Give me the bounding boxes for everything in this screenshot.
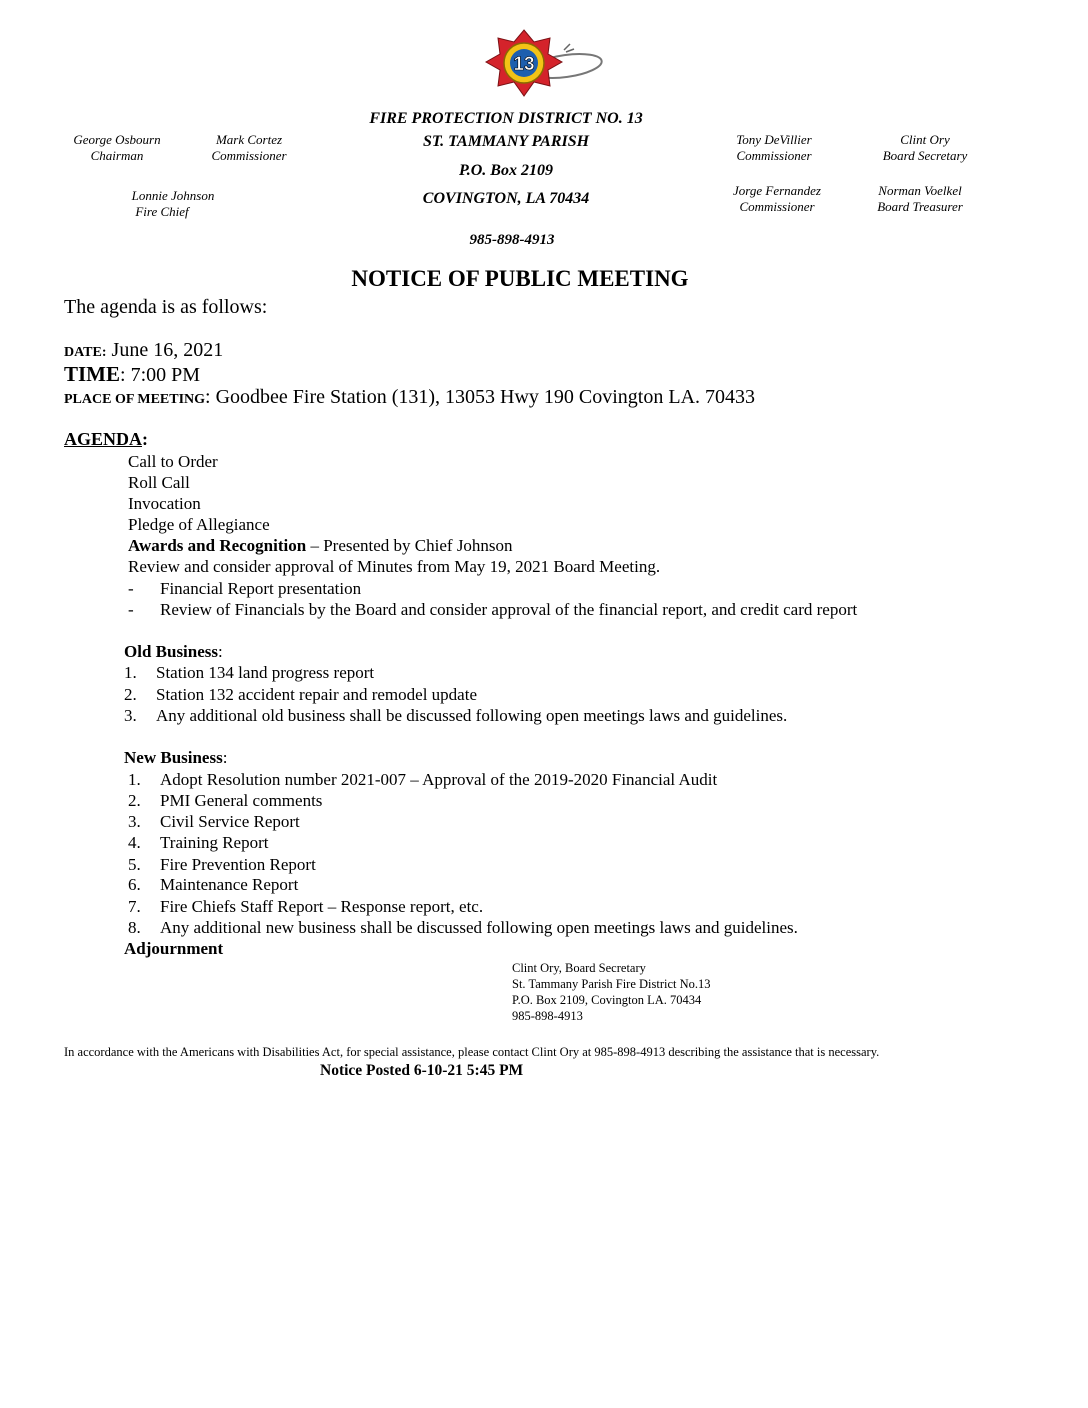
official-title: Board Secretary <box>882 148 968 163</box>
agenda-heading-text: AGENDA <box>64 429 143 449</box>
official-devillier <box>722 132 826 164</box>
agenda-item: Invocation <box>128 494 201 513</box>
logo-number: 13 <box>513 54 535 75</box>
awards-label: Awards and Recognition <box>128 536 307 555</box>
official-name: George Osbourn <box>73 132 161 147</box>
item-number: 4. <box>128 833 141 852</box>
notice-posted: Notice Posted 6-10-21 5:45 PM <box>320 1062 524 1079</box>
old-business-label: Old Business <box>124 642 219 661</box>
official-ory <box>870 132 980 164</box>
item-text: Fire Chiefs Staff Report – Response report, etc. <box>160 897 484 916</box>
item-text: Station 134 land progress report <box>156 663 375 682</box>
new-business-label: New Business <box>124 748 223 767</box>
city-address: COVINGTON, LA 70434 <box>422 190 590 207</box>
new-business-item <box>128 812 300 832</box>
official-fernandez <box>722 183 832 215</box>
new-business-item <box>128 833 268 853</box>
new-business-item <box>128 855 316 875</box>
item-number: 2. <box>124 685 137 704</box>
item-text: Station 132 accident repair and remodel update <box>156 685 477 704</box>
agenda-heading-colon: : <box>142 429 149 449</box>
item-text: PMI General comments <box>160 791 323 810</box>
item-text: Any additional old business shall be discussed following open meetings laws and guidelines. <box>156 706 788 725</box>
item-text: Fire Prevention Report <box>160 855 316 874</box>
official-cortez <box>196 132 302 164</box>
item-number: 1. <box>124 663 137 682</box>
date-value: June 16, 2021 <box>106 339 224 361</box>
agenda-item: Pledge of Allegiance <box>128 515 270 534</box>
parish-name: ST. TAMMANY PARISH <box>422 133 590 150</box>
meeting-date <box>64 339 223 362</box>
date-label: DATE: <box>64 345 107 360</box>
signature-line: St. Tammany Parish Fire District No.13 <box>512 977 711 991</box>
new-business-item <box>128 770 717 790</box>
item-text: Any additional new business shall be discussed following open meetings laws and guidelines. <box>160 918 798 937</box>
item-text: Maintenance Report <box>160 875 299 894</box>
agenda-item: Roll Call <box>128 473 190 492</box>
time-value: : 7:00 PM <box>120 364 201 386</box>
new-business-item <box>128 897 483 917</box>
item-number: 8. <box>128 918 141 937</box>
new-business-colon: : <box>222 748 228 767</box>
signature-line: 985-898-4913 <box>512 1009 583 1023</box>
header-phone: 985-898-4913 <box>469 232 555 248</box>
old-business-heading <box>124 642 223 662</box>
agenda-dash-item: - Review of Financials by the Board and consider approval of the financial report, and credit card report <box>128 600 858 619</box>
agenda-heading <box>64 429 148 450</box>
item-number: 2. <box>128 791 141 810</box>
signature-line: Clint Ory, Board Secretary <box>512 961 646 975</box>
old-business-item <box>124 663 374 683</box>
new-business-item <box>128 918 798 938</box>
item-text: Civil Service Report <box>160 812 300 831</box>
official-name: Norman Voelkel <box>878 183 962 198</box>
dash-item-text: Review of Financials by the Board and consider approval of the financial report, and credit card report <box>160 600 858 619</box>
awards-text: – Presented by Chief Johnson <box>306 536 513 555</box>
signature-block <box>512 960 711 1024</box>
official-title: Fire Chief <box>135 204 189 219</box>
official-johnson <box>118 188 228 220</box>
fire-district-logo <box>482 28 606 108</box>
meeting-time <box>64 362 200 387</box>
item-text: Adopt Resolution number 2021-007 – Approval of the 2019-2020 Financial Audit <box>160 770 718 789</box>
page-title: NOTICE OF PUBLIC MEETING <box>351 266 689 291</box>
official-title: Chairman <box>90 148 144 163</box>
official-voelkel <box>864 183 976 215</box>
official-title: Board Treasurer <box>877 199 963 214</box>
item-number: 6. <box>128 875 141 894</box>
intro-text: The agenda is as follows: <box>64 296 268 318</box>
new-business-item <box>128 875 298 895</box>
signature-line: P.O. Box 2109, Covington LA. 70434 <box>512 993 702 1007</box>
official-name: Tony DeVillier <box>736 132 812 147</box>
district-name: FIRE PROTECTION DISTRICT NO. 13 <box>369 110 643 127</box>
old-business-item <box>124 706 787 726</box>
item-number: 5. <box>128 855 141 874</box>
official-osbourn <box>60 132 174 164</box>
place-label: PLACE OF MEETING <box>64 392 206 407</box>
new-business-heading <box>124 748 227 768</box>
ada-notice: In accordance with the Americans with Disabilities Act, for special assistance, please contact Clint Ory at 985-898-4913 describing the assistance that is necessary. <box>64 1045 880 1059</box>
agenda-item-awards <box>128 536 513 556</box>
dash-item-text: Financial Report presentation <box>160 579 362 598</box>
new-business-item <box>128 791 322 811</box>
old-business-colon: : <box>218 642 223 661</box>
meeting-place <box>64 386 755 409</box>
official-name: Jorge Fernandez <box>733 183 821 198</box>
time-label: TIME <box>64 362 121 386</box>
official-title: Commissioner <box>211 148 287 163</box>
agenda-dash-item: - Financial Report presentation <box>128 579 362 598</box>
old-business-item <box>124 685 477 705</box>
official-name: Clint Ory <box>900 132 950 147</box>
item-number: 3. <box>128 812 141 831</box>
adjournment: Adjournment <box>124 939 224 958</box>
official-title: Commissioner <box>736 148 812 163</box>
po-box: P.O. Box 2109 <box>459 162 553 179</box>
item-number: 3. <box>124 706 137 725</box>
item-number: 7. <box>128 897 141 916</box>
agenda-item-minutes: Review and consider approval of Minutes from May 19, 2021 Board Meeting. <box>128 557 661 576</box>
place-value: : Goodbee Fire Station (131), 13053 Hwy 190 Covington LA. 70433 <box>205 386 756 408</box>
item-number: 1. <box>128 770 141 789</box>
agenda-item: Call to Order <box>128 452 218 471</box>
official-name: Mark Cortez <box>215 132 283 147</box>
official-name: Lonnie Johnson <box>131 188 215 203</box>
item-text: Training Report <box>160 833 269 852</box>
official-title: Commissioner <box>739 199 815 214</box>
